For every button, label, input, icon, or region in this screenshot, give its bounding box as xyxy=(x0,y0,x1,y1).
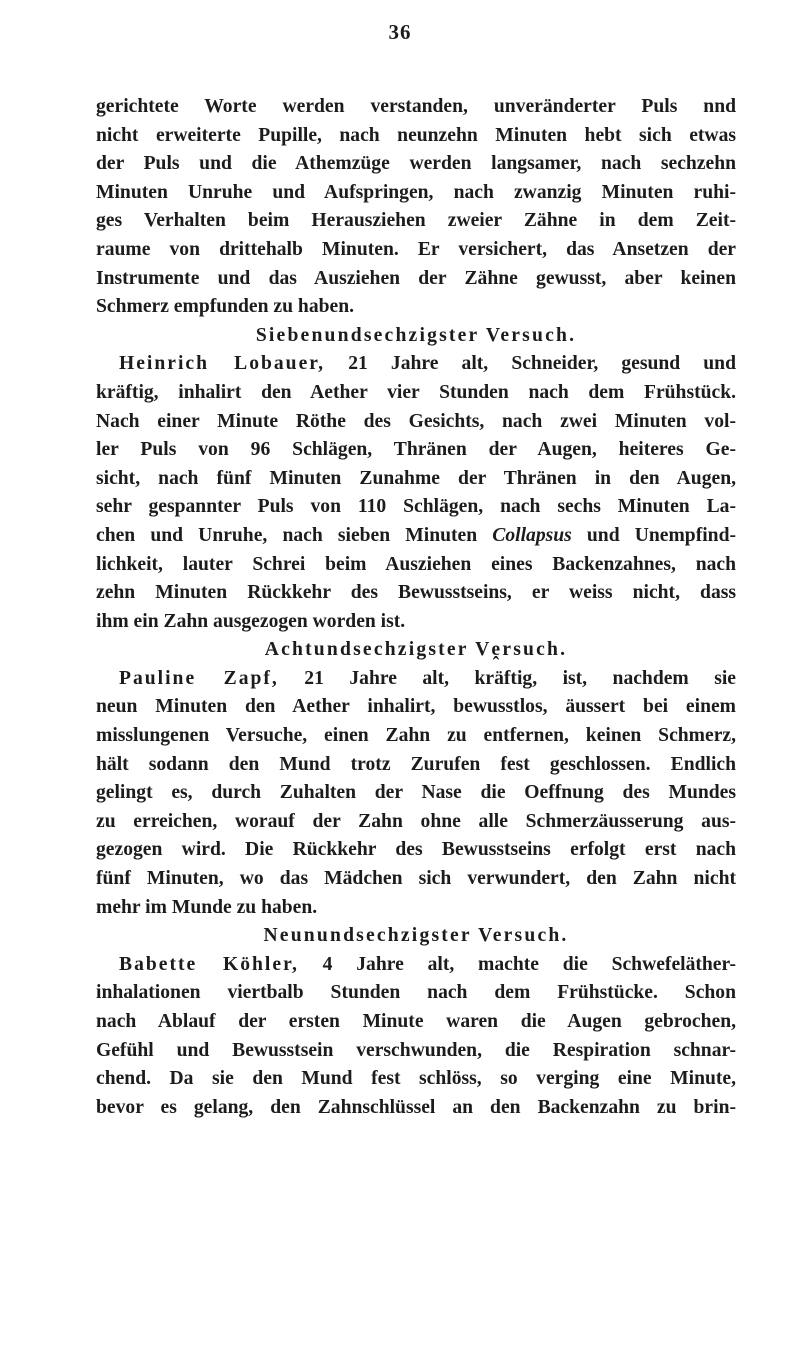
text-line: sehr gespannter Puls von 110 Schlägen, nach sechs Minuten La- xyxy=(96,496,736,518)
text-line: zu erreichen, worauf der Zahn ohne alle Schmerzäusserung aus- xyxy=(96,810,736,832)
text-line: gezogen wird. Die Rückkehr des Bewusstseins erfolgt erst nach xyxy=(96,839,736,861)
page-number: 36 xyxy=(388,20,412,44)
section-heading: Siebenundsechzigster Versuch. xyxy=(255,324,577,346)
text-segment: 21 Jahre alt, kräftig, ist, nachdem sie xyxy=(278,667,736,689)
text-segment: chen und Unruhe, nach sieben Minuten xyxy=(96,524,493,546)
text-line: neun Minuten den Aether inhalirt, bewusstlos, äussert bei einem xyxy=(96,696,736,718)
text-line: Schmerz empfunden zu haben. xyxy=(96,296,355,318)
text-segment: 4 Jahre alt, machte die Schwefeläther- xyxy=(298,953,736,975)
text-line: ges Verhalten beim Herausziehen zweier Zähne in dem Zeit- xyxy=(96,210,736,232)
text-line: chend. Da sie den Mund fest schlöss, so verging eine Minute, xyxy=(96,1068,736,1090)
text-line: der Puls und die Athemzüge werden langsamer, nach sechzehn xyxy=(96,153,736,175)
text-line: gerichtete Worte werden verstanden, unveränderter Puls nnd xyxy=(96,96,736,117)
text-line: hält sodann den Mund trotz Zurufen fest geschlossen. Endlich xyxy=(96,753,736,775)
text-line: misslungenen Versuche, einen Zahn zu entfernen, keinen Schmerz, xyxy=(96,725,736,747)
text-line: nicht erweiterte Pupille, nach neunzehn Minuten hebt sich etwas xyxy=(96,124,736,146)
text-line: ihm ein Zahn ausgezogen worden ist. xyxy=(96,610,406,632)
text-line: fünf Minuten, wo das Mädchen sich verwundert, den Zahn nicht xyxy=(96,868,736,890)
text-line: Gefühl und Bewusstsein verschwunden, die Respiration schnar- xyxy=(96,1039,736,1061)
section-heading: Achtundsechzigster Vḙrsuch. xyxy=(264,639,568,661)
text-line: zehn Minuten Rückkehr des Bewusstseins, er weiss nicht, dass xyxy=(96,582,736,604)
text-line: Nach einer Minute Röthe des Gesichts, nach zwei Minuten vol- xyxy=(96,410,736,432)
text-line: inhalationen viertbalb Stunden nach dem Frühstücke. Schon xyxy=(96,982,736,1004)
text-line: lichkeit, lauter Schrei beim Ausziehen eines Backenzahnes, nach xyxy=(96,553,736,575)
text-segment: 21 Jahre alt, Schneider, gesund und xyxy=(325,353,736,375)
text-line: kräftig, inhalirt den Aether vier Stunden nach dem Frühstück. xyxy=(96,381,736,403)
text-line xyxy=(96,350,736,379)
text-line: ler Puls von 96 Schlägen, Thränen der Augen, heiteres Ge- xyxy=(96,439,736,461)
text-line: raume von drittehalb Minuten. Er versichert, das Ansetzen der xyxy=(96,238,736,260)
text-line: gelingt es, durch Zuhalten der Nase die Oeffnung des Mundes xyxy=(96,782,736,804)
text-line: Instrumente und das Ausziehen der Zähne gewusst, aber keinen xyxy=(96,267,736,289)
body-text xyxy=(96,93,736,1122)
text-line xyxy=(96,665,736,694)
text-line xyxy=(96,522,736,551)
section-heading: Neunundsechzigster Versuch. xyxy=(263,925,569,947)
person-name: Pauline Zapf, xyxy=(119,667,279,689)
text-line: nach Ablauf der ersten Minute waren die Augen gebrochen, xyxy=(96,1011,736,1032)
text-segment: und Unempfind- xyxy=(571,524,736,546)
text-line: sicht, nach fünf Minuten Zunahme der Thränen in den Augen, xyxy=(96,467,736,489)
emphasis-text: Collapsus xyxy=(492,524,572,546)
text-line: Minuten Unruhe und Aufspringen, nach zwanzig Minuten ruhi- xyxy=(96,181,736,203)
person-name: Babette Köhler, xyxy=(119,953,299,975)
text-line: mehr im Munde zu haben. xyxy=(96,896,318,918)
text-line: bevor es gelang, den Zahnschlüssel an den Backenzahn zu brin- xyxy=(96,1096,736,1118)
person-name: Heinrich Lobauer, xyxy=(119,353,326,375)
text-line xyxy=(96,951,736,980)
